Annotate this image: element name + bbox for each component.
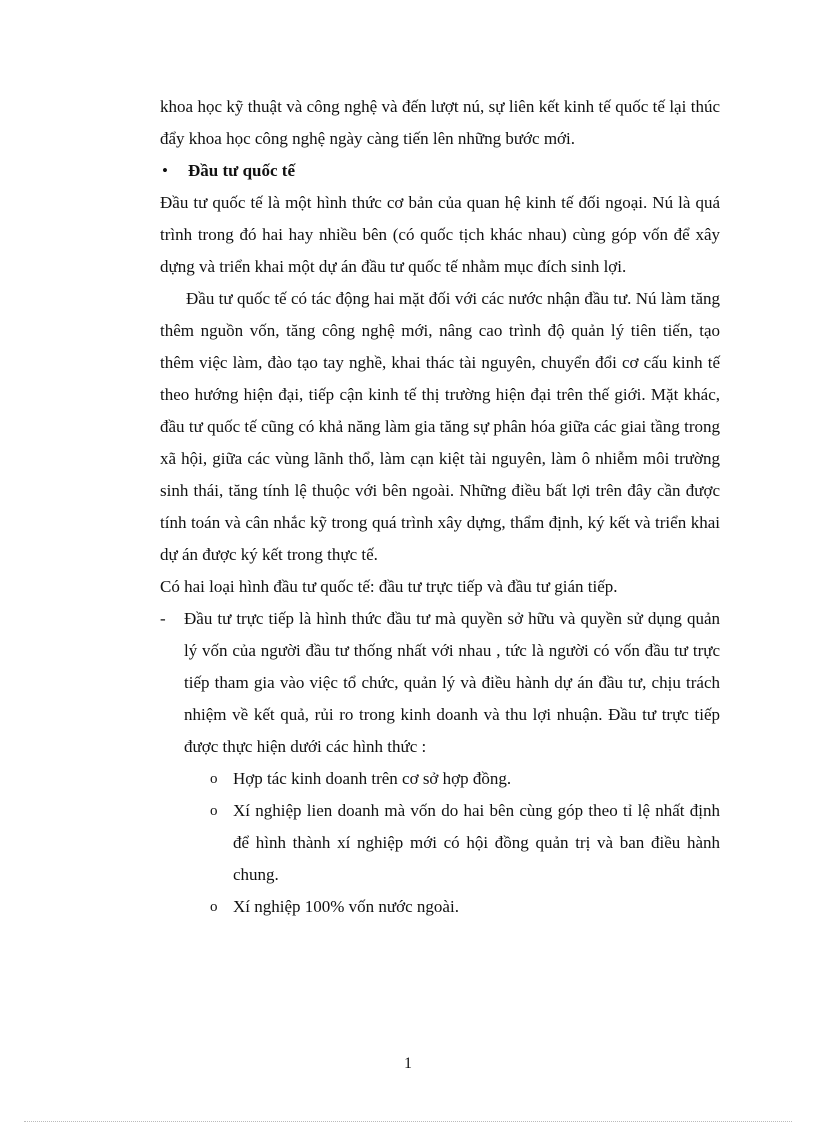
form-text: Hợp tác kinh doanh trên cơ sở hợp đồng. bbox=[233, 769, 512, 788]
circle-bullet-icon: o bbox=[210, 899, 218, 915]
section-heading bbox=[160, 155, 720, 187]
page-body bbox=[160, 91, 720, 923]
continuation-paragraph: khoa học kỹ thuật và công nghệ và đến lượt nú, sự liên kết kinh tế quốc tế lại thúc đẩy khoa học công nghệ ngày càng tiến lên những bước mới. bbox=[160, 97, 720, 148]
page-number: 1 bbox=[404, 1055, 412, 1072]
page-bottom-divider bbox=[24, 1121, 792, 1122]
form-list-item bbox=[160, 891, 720, 923]
types-intro-paragraph: Có hai loại hình đầu tư quốc tế: đầu tư trực tiếp và đầu tư gián tiếp. bbox=[160, 577, 618, 596]
section-heading-text: Đầu tư quốc tế bbox=[188, 161, 296, 180]
form-list-item bbox=[160, 795, 720, 891]
direct-investment-text: Đầu tư trực tiếp là hình thức đầu tư mà quyền sở hữu và quyền sử dụng quản lý vốn của người đầu tư thống nhất với nhau , tức là người có vốn đầu tư trực tiếp tham gia vào việc tổ chức, quản lý và điều hành dự án đầu tư, chịu trách nhiệm về kết quả, rủi ro trong kinh doanh và thu lợi nhuận. Đầu tư trực tiếp được thực hiện dưới các hình thức : bbox=[184, 609, 720, 756]
bullet-icon: • bbox=[162, 161, 168, 180]
dash-marker: - bbox=[160, 609, 166, 628]
direct-investment-item bbox=[160, 603, 720, 763]
form-list-item bbox=[160, 763, 720, 795]
definition-paragraph: Đầu tư quốc tế là một hình thức cơ bản của quan hệ kinh tế đối ngoại. Nú là quá trình trong đó hai hay nhiều bên (có quốc tịch khác nhau) cùng góp vốn để xây dựng và triển khai một dự án đầu tư quốc tế nhằm mục đích sinh lợi. bbox=[160, 193, 720, 276]
circle-bullet-icon: o bbox=[210, 771, 218, 787]
form-text: Xí nghiệp 100% vốn nước ngoài. bbox=[233, 897, 459, 916]
form-text: Xí nghiệp lien doanh mà vốn do hai bên cùng góp theo tỉ lệ nhất định để hình thành xí nghiệp mới có hội đồng quản trị và ban điều hành chung. bbox=[233, 801, 720, 884]
impact-paragraph: Đầu tư quốc tế có tác động hai mặt đối với các nước nhận đầu tư. Nú làm tăng thêm nguồn vốn, tăng công nghệ mới, nâng cao trình độ quản lý tiên tiến, tạo thêm việc làm, đào tạo tay nghề, khai thác tài nguyên, chuyển đổi cơ cấu kinh tế theo hướng hiện đại, tiếp cận kinh tế thị trường hiện đại trên thế giới. Mặt khác, đầu tư quốc tế cũng có khả năng làm gia tăng sự phân hóa giữa các giai tầng trong xã hội, giữa các vùng lãnh thổ, làm cạn kiệt tài nguyên, làm ô nhiễm môi trường sinh thái, tăng tính lệ thuộc với bên ngoài. Những điều bất lợi trên đây cần được tính toán và cân nhắc kỹ trong quá trình xây dựng, thẩm định, ký kết và triển khai dự án được ký kết trong thực tế. bbox=[160, 289, 720, 564]
circle-bullet-icon: o bbox=[210, 803, 218, 819]
